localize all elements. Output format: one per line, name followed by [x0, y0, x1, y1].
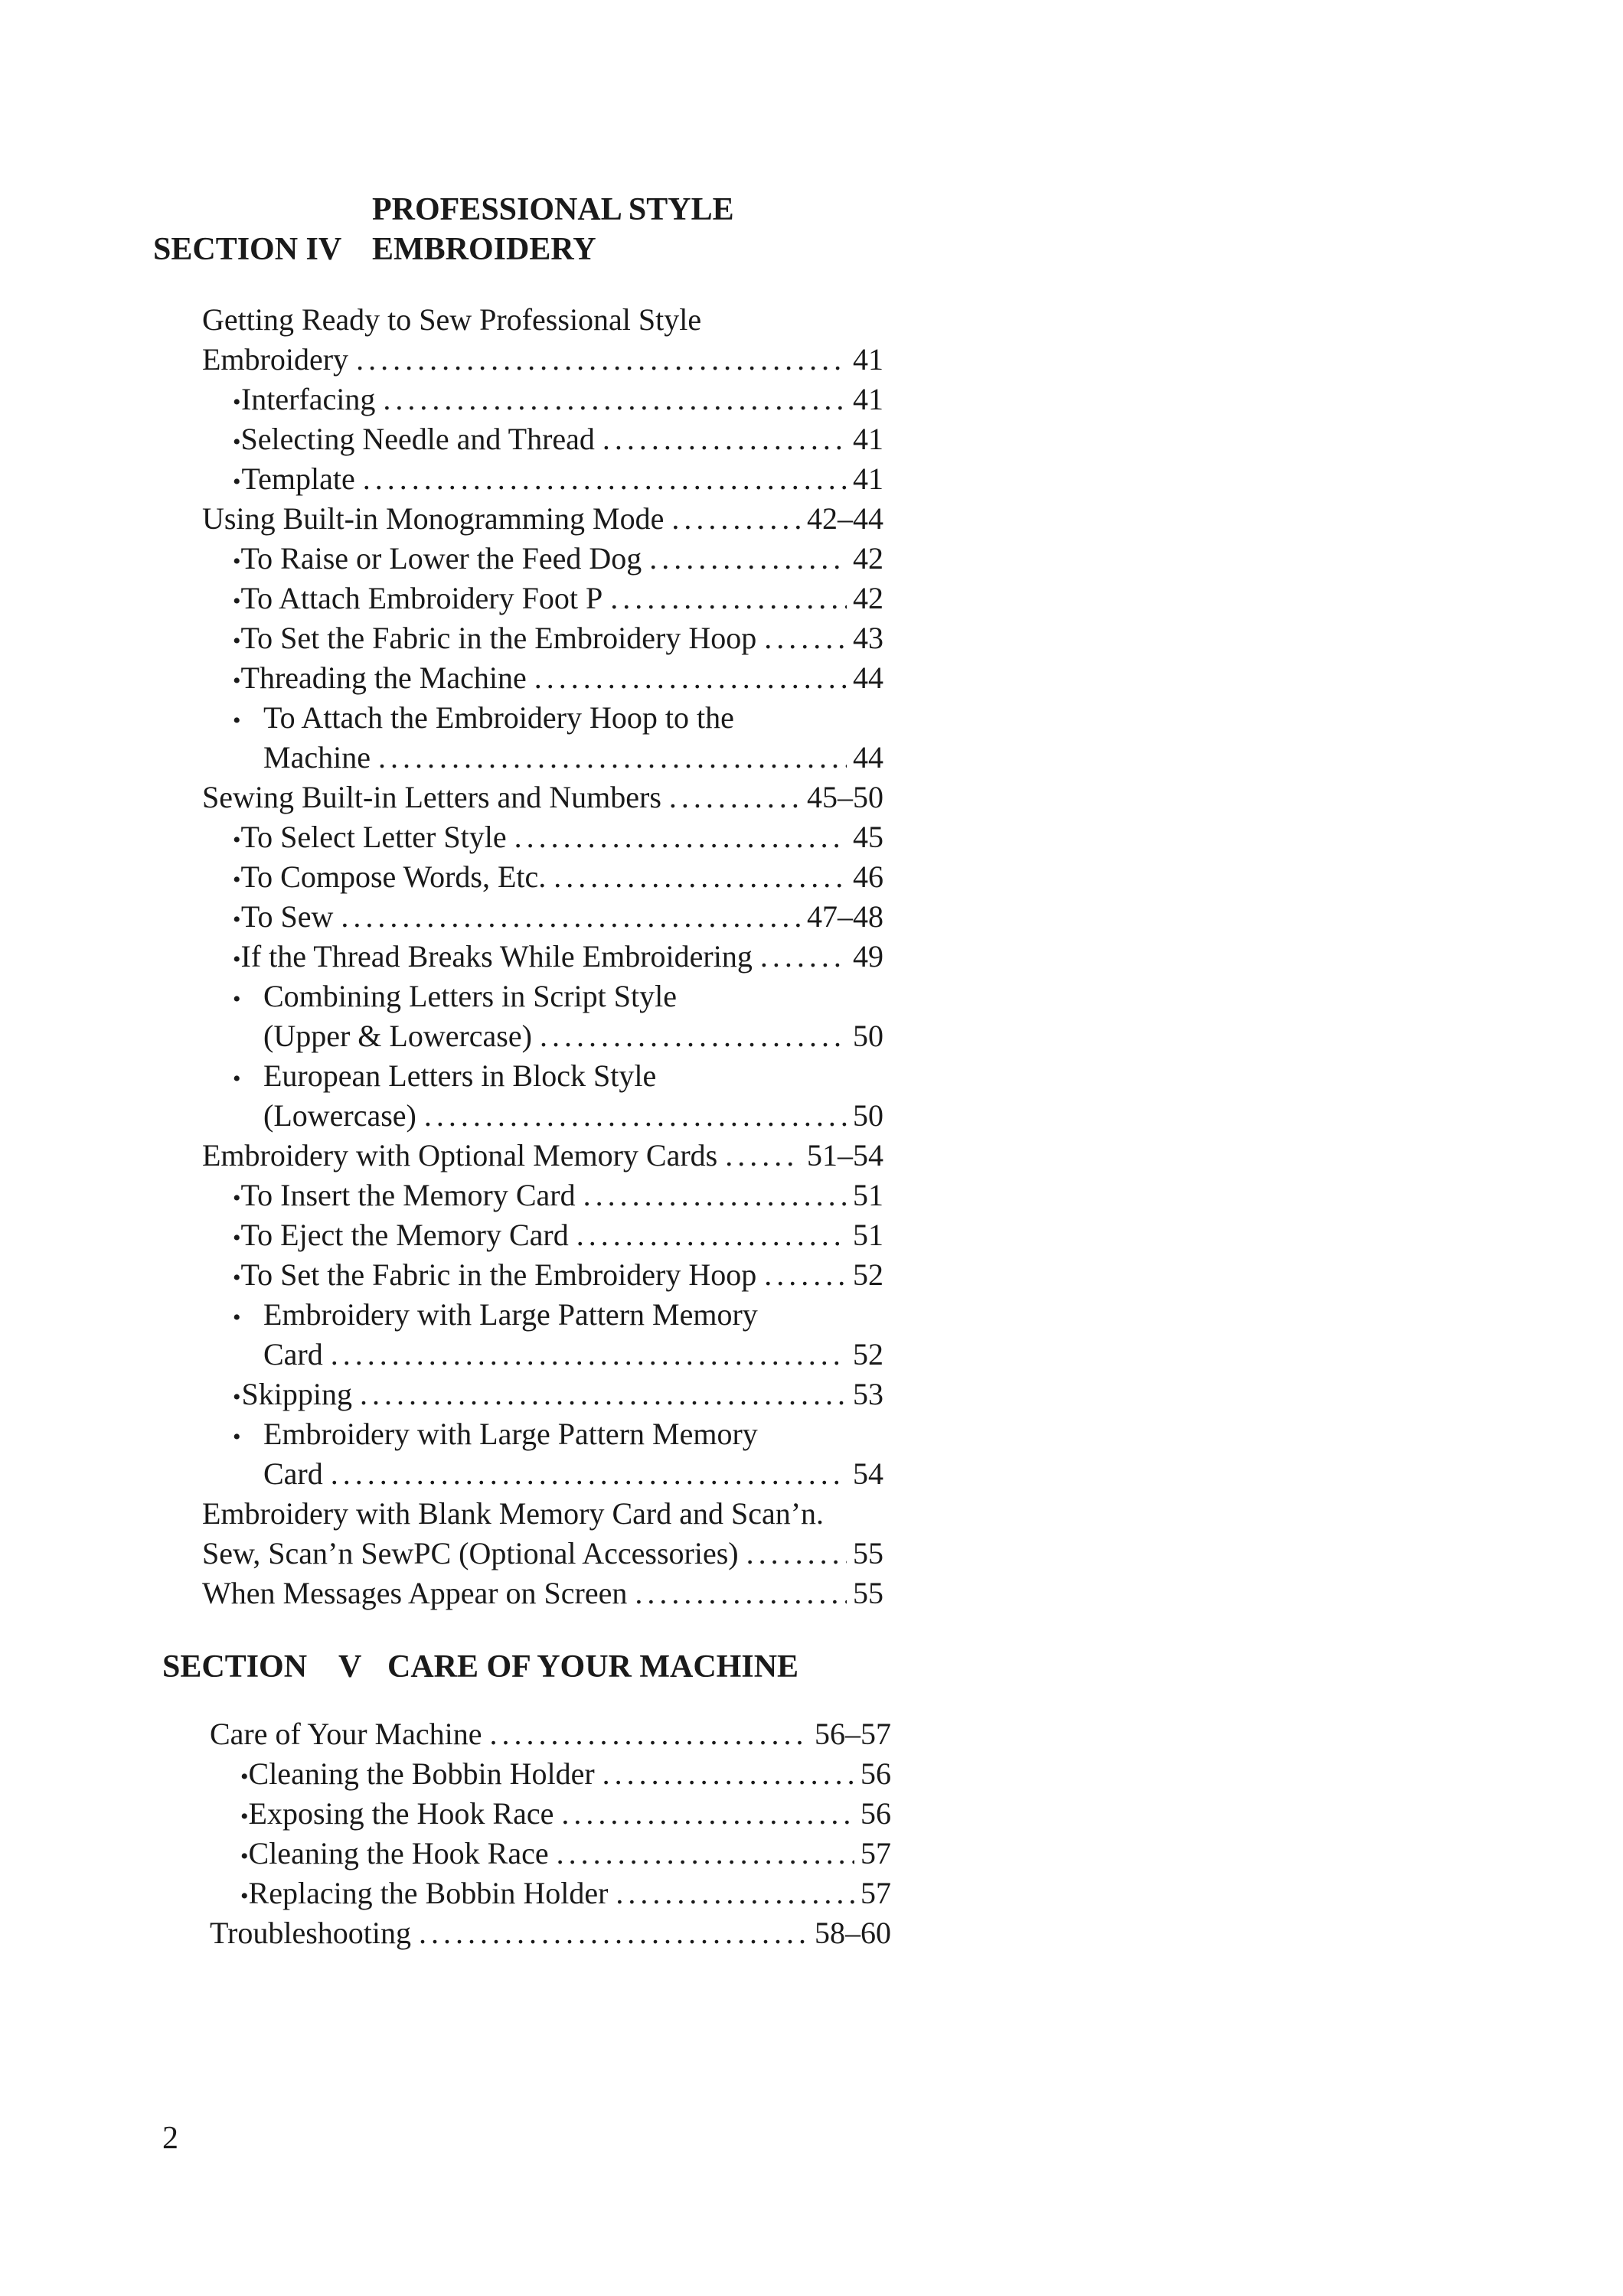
toc-entry — [202, 579, 883, 618]
toc-entry — [202, 1494, 883, 1534]
toc-entry-label: Template — [241, 461, 355, 496]
toc-entry-page: 44 — [853, 740, 883, 775]
bullet-icon: • — [233, 708, 241, 733]
toc-entry-label: Care of Your Machine — [210, 1717, 482, 1751]
toc-entry-label: Embroidery with Large Pattern Memory — [263, 1297, 758, 1332]
dot-leader — [764, 1255, 847, 1295]
dot-leader — [554, 857, 847, 897]
toc-entry-page: 54 — [853, 1456, 883, 1491]
dot-leader — [331, 1454, 847, 1494]
dot-leader — [603, 1754, 854, 1794]
toc-entry-page: 55 — [853, 1536, 883, 1570]
toc-entry-label: Sewing Built-in Letters and Numbers — [202, 780, 661, 814]
bullet-icon: • — [233, 1265, 241, 1290]
toc-entry-label: Exposing the Hook Race — [248, 1796, 554, 1831]
toc-entry-label: Machine — [263, 740, 371, 775]
dot-leader — [583, 1176, 847, 1215]
bullet-icon: • — [233, 1186, 241, 1211]
toc-entry-page: 41 — [853, 342, 883, 377]
toc-entry — [202, 380, 883, 419]
dot-leader — [760, 937, 847, 977]
bullet-icon: • — [240, 1883, 249, 1909]
toc-entry-label: To Set the Fabric in the Embroidery Hoop — [240, 621, 757, 655]
dot-leader — [360, 1375, 847, 1414]
toc-entry-label: If the Thread Breaks While Embroidering — [240, 939, 753, 974]
toc-entry — [202, 1295, 883, 1335]
toc-entry-page: 56 — [860, 1756, 891, 1791]
bullet-icon: • — [233, 1424, 241, 1450]
toc-entry — [202, 300, 883, 340]
toc-entry-label: Embroidery with Blank Memory Card and Scan’n. — [202, 1496, 825, 1531]
section-4-heading — [153, 190, 734, 269]
dot-leader — [561, 1794, 854, 1834]
toc-entry-label: To Raise or Lower the Feed Dog — [240, 541, 642, 576]
bullet-icon: • — [233, 628, 241, 654]
toc-entry-label: To Set the Fabric in the Embroidery Hoop — [240, 1257, 757, 1292]
dot-leader — [383, 380, 847, 419]
bullet-icon: • — [233, 907, 241, 932]
bullet-icon: • — [240, 1844, 249, 1869]
toc-entry-page: 47–48 — [807, 899, 883, 934]
toc-entry-page: 51–54 — [807, 1138, 883, 1172]
toc-entry-page: 41 — [853, 461, 883, 496]
toc-entry-label: (Upper & Lowercase) — [263, 1019, 532, 1053]
toc-entry-page: 52 — [853, 1257, 883, 1292]
toc-entry-label: Getting Ready to Sew Professional Style — [202, 302, 702, 337]
toc-entry-page: 43 — [853, 621, 883, 655]
toc-entry-page: 42 — [853, 541, 883, 576]
toc-entry-label: Embroidery with Large Pattern Memory — [263, 1417, 758, 1451]
toc-entry-page: 52 — [853, 1337, 883, 1371]
section-5-number: SECTION — [162, 1649, 308, 1684]
toc-entry-label: To Select Letter Style — [240, 820, 507, 854]
toc-entry — [202, 817, 883, 857]
section-4-title-line-1: PROFESSIONAL STYLE — [372, 192, 734, 227]
bullet-icon: • — [233, 549, 241, 574]
dot-leader — [341, 897, 801, 937]
toc-entry — [202, 1136, 883, 1176]
toc-entry-page: 44 — [853, 660, 883, 695]
toc-entry — [202, 340, 883, 380]
toc-entry-label: Using Built-in Monogramming Mode — [202, 501, 665, 536]
dot-leader — [378, 738, 847, 778]
toc-entry-label: Cleaning the Hook Race — [248, 1836, 549, 1870]
toc-entry-page: 45–50 — [807, 780, 883, 814]
toc-entry-page: 45 — [853, 820, 883, 854]
toc-entry — [210, 1913, 891, 1953]
toc-entry-label: Skipping — [241, 1377, 352, 1411]
dot-leader — [557, 1834, 854, 1874]
section-5-title: CARE OF YOUR MACHINE — [387, 1649, 799, 1684]
dot-leader — [540, 1016, 847, 1056]
toc-entry-page: 55 — [853, 1576, 883, 1610]
toc-entry — [202, 1335, 883, 1375]
toc-entry-label: Card — [263, 1456, 323, 1491]
dot-leader — [331, 1335, 847, 1375]
toc-entry — [202, 1534, 883, 1574]
toc-entry — [202, 1215, 883, 1255]
dot-leader — [610, 579, 847, 618]
section-4-title-line-2: EMBROIDERY — [372, 232, 596, 267]
toc-entry-label: To Eject the Memory Card — [240, 1218, 569, 1252]
toc-entry-page: 46 — [853, 859, 883, 894]
toc-entry-label: Combining Letters in Script Style — [263, 979, 677, 1013]
section-5-contents — [210, 1714, 891, 1953]
toc-entry — [202, 1016, 883, 1056]
toc-entry-page: 57 — [860, 1876, 891, 1910]
toc-entry — [202, 618, 883, 658]
bullet-icon: • — [233, 987, 241, 1012]
toc-entry-page: 42 — [853, 581, 883, 615]
toc-entry — [202, 937, 883, 977]
toc-entry — [210, 1874, 891, 1913]
dot-leader — [419, 1913, 808, 1953]
toc-entry-label: When Messages Appear on Screen — [202, 1576, 628, 1610]
toc-entry-page: 53 — [853, 1377, 883, 1411]
toc-entry-label: Interfacing — [240, 382, 376, 416]
toc-entry-page: 41 — [853, 382, 883, 416]
toc-entry — [202, 539, 883, 579]
toc-entry-label: European Letters in Block Style — [263, 1058, 657, 1093]
section-5-heading — [162, 1647, 798, 1687]
toc-entry-label: To Attach Embroidery Foot P — [240, 581, 603, 615]
toc-entry — [202, 1574, 883, 1613]
toc-entry-label: To Attach the Embroidery Hoop to the — [263, 700, 734, 735]
dot-leader — [764, 618, 847, 658]
toc-entry-page: 56 — [860, 1796, 891, 1831]
toc-entry — [210, 1714, 891, 1754]
section-4-contents — [202, 300, 883, 1613]
bullet-icon: • — [233, 1066, 241, 1091]
bullet-icon: • — [233, 668, 241, 693]
toc-entry-page: 50 — [853, 1098, 883, 1133]
section-4-number: SECTION IV — [153, 232, 342, 267]
toc-entry — [210, 1834, 891, 1874]
dot-leader — [490, 1714, 809, 1754]
dot-leader — [424, 1096, 847, 1136]
toc-entry — [202, 857, 883, 897]
dot-leader — [616, 1874, 854, 1913]
dot-leader — [576, 1215, 847, 1255]
toc-entry-label: To Insert the Memory Card — [240, 1178, 576, 1212]
dot-leader — [671, 499, 801, 539]
toc-entry-label: Replacing the Bobbin Holder — [248, 1876, 609, 1910]
toc-entry-page: 58–60 — [815, 1916, 891, 1950]
dot-leader — [649, 539, 847, 579]
toc-entry — [210, 1754, 891, 1794]
toc-entry — [202, 778, 883, 817]
toc-entry-page: 51 — [853, 1178, 883, 1212]
dot-leader — [603, 419, 847, 459]
page-number: 2 — [162, 2121, 178, 2156]
section-5-roman: V — [338, 1649, 362, 1684]
toc-entry-page: 42–44 — [807, 501, 883, 536]
toc-entry-page: 56–57 — [815, 1717, 891, 1751]
toc-entry-label: Embroidery — [202, 342, 349, 377]
toc-entry — [202, 738, 883, 778]
bullet-icon: • — [233, 390, 241, 415]
toc-entry-label: Troubleshooting — [210, 1916, 412, 1950]
toc-entry — [202, 1056, 883, 1096]
toc-entry — [202, 459, 883, 499]
toc-entry-label: Cleaning the Bobbin Holder — [248, 1756, 595, 1791]
bullet-icon: • — [233, 589, 241, 614]
bullet-icon: • — [233, 867, 241, 892]
toc-entry — [202, 1454, 883, 1494]
toc-entry-label: Threading the Machine — [240, 660, 527, 695]
bullet-icon: • — [240, 1804, 249, 1829]
toc-entry-page: 57 — [860, 1836, 891, 1870]
toc-entry-label: To Sew — [240, 899, 334, 934]
toc-entry — [202, 977, 883, 1016]
section-4-title — [372, 190, 734, 269]
bullet-icon: • — [233, 469, 241, 494]
bullet-icon: • — [233, 947, 241, 972]
bullet-icon: • — [233, 1225, 241, 1251]
toc-entry — [202, 1255, 883, 1295]
toc-entry — [202, 658, 883, 698]
toc-entry-page: 50 — [853, 1019, 883, 1053]
toc-entry-label: Selecting Needle and Thread — [240, 422, 595, 456]
toc-entry — [202, 419, 883, 459]
dot-leader — [669, 778, 801, 817]
dot-leader — [534, 658, 847, 698]
bullet-icon: • — [233, 1305, 241, 1330]
bullet-icon: • — [233, 429, 241, 455]
dot-leader — [725, 1136, 801, 1176]
toc-entry — [202, 499, 883, 539]
dot-leader — [746, 1534, 847, 1574]
dot-leader — [514, 817, 847, 857]
toc-entry-label: (Lowercase) — [263, 1098, 416, 1133]
toc-entry-page: 41 — [853, 422, 883, 456]
toc-entry-label: To Compose Words, Etc. — [240, 859, 547, 894]
bullet-icon: • — [233, 827, 241, 853]
bullet-icon: • — [240, 1764, 249, 1789]
toc-entry — [202, 1414, 883, 1454]
dot-leader — [635, 1574, 847, 1613]
toc-entry — [202, 1375, 883, 1414]
bullet-icon: • — [233, 1384, 241, 1410]
toc-entry — [202, 1096, 883, 1136]
dot-leader — [356, 340, 847, 380]
toc-entry — [202, 897, 883, 937]
toc-entry — [210, 1794, 891, 1834]
toc-entry-page: 51 — [853, 1218, 883, 1252]
dot-leader — [363, 459, 847, 499]
toc-entry-label: Embroidery with Optional Memory Cards — [202, 1138, 718, 1172]
toc-entry-page: 49 — [853, 939, 883, 974]
toc-entry-label: Card — [263, 1337, 323, 1371]
toc-entry — [202, 698, 883, 738]
toc-entry-label: Sew, Scan’n SewPC (Optional Accessories) — [202, 1536, 739, 1570]
toc-entry — [202, 1176, 883, 1215]
